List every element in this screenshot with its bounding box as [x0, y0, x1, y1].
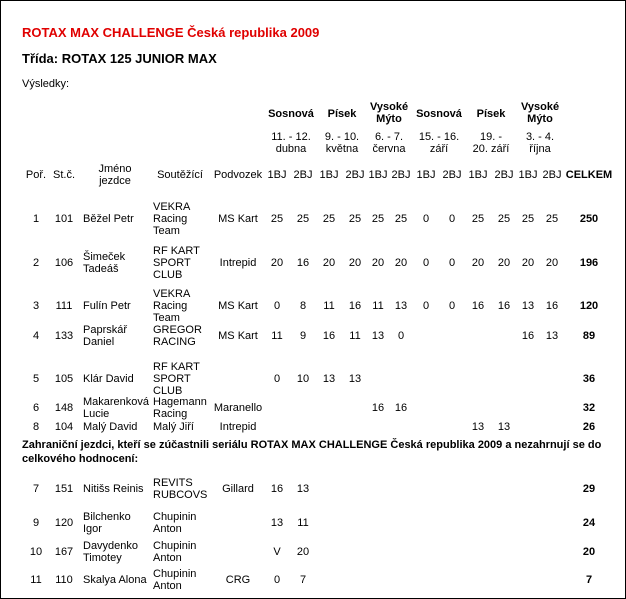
score-cell: 11: [297, 517, 309, 529]
venue-date: 6. - 7. června: [372, 131, 406, 155]
total-cell: 36: [582, 373, 596, 385]
score-cell: 0: [273, 300, 281, 312]
position-cell: 11: [30, 574, 42, 586]
total-cell: 196: [579, 257, 599, 269]
team-cell: GREGOR RACING: [153, 324, 202, 348]
header-driver-name: Jméno jezdce: [98, 163, 132, 187]
start-number-cell: 133: [54, 330, 74, 342]
score-cell: 16: [545, 300, 559, 312]
total-cell: 250: [579, 213, 599, 225]
score-cell: 0: [448, 300, 456, 312]
header-team: Soutěžící: [157, 169, 203, 181]
team-cell: Chupinin Anton: [153, 568, 197, 592]
score-cell: 25: [348, 213, 362, 225]
chassis-cell: Intrepid: [219, 257, 257, 269]
total-cell: 32: [582, 402, 596, 414]
header-heat: 1BJ: [319, 169, 339, 181]
team-cell: VEKRA Racing Team: [153, 288, 191, 324]
position-cell: 9: [32, 517, 40, 529]
score-cell: 25: [471, 213, 485, 225]
driver-name-cell: Skalya Alona: [83, 574, 147, 586]
score-cell: 13: [497, 421, 511, 433]
score-cell: 16: [521, 330, 535, 342]
score-cell: 20: [521, 257, 535, 269]
score-cell: 25: [322, 213, 336, 225]
venue-date: 11. - 12. dubna: [271, 131, 311, 155]
driver-name-cell: Fulín Petr: [83, 300, 131, 312]
total-cell: 7: [585, 574, 593, 586]
header-heat: 1BJ: [468, 169, 488, 181]
venue-name: Vysoké Mýto: [520, 101, 560, 125]
score-cell: 20: [497, 257, 511, 269]
header-heat: 2BJ: [391, 169, 411, 181]
score-cell: 16: [371, 402, 385, 414]
score-cell: 25: [497, 213, 511, 225]
score-cell: 25: [521, 213, 535, 225]
team-cell: RF KART SPORT CLUB: [153, 245, 200, 281]
score-cell: 20: [322, 257, 336, 269]
chassis-cell: Gillard: [222, 483, 254, 495]
header-heat: 2BJ: [542, 169, 562, 181]
header-heat: 2BJ: [345, 169, 365, 181]
score-cell: 13: [394, 300, 408, 312]
score-cell: 0: [273, 373, 281, 385]
chassis-cell: MS Kart: [218, 330, 258, 342]
page-title: ROTAX MAX CHALLENGE Česká republika 2009: [22, 25, 320, 40]
header-heat: 2BJ: [442, 169, 462, 181]
score-cell: 0: [273, 574, 281, 586]
score-cell: 16: [471, 300, 485, 312]
position-cell: 7: [32, 483, 40, 495]
score-cell: 13: [371, 330, 385, 342]
start-number-cell: 110: [55, 574, 73, 586]
score-cell: 7: [299, 574, 307, 586]
start-number-cell: 148: [54, 402, 74, 414]
score-cell: 11: [323, 300, 335, 312]
team-cell: RF KART SPORT CLUB: [153, 361, 200, 397]
score-cell: 20: [348, 257, 362, 269]
start-number-cell: 104: [54, 421, 74, 433]
position-cell: 5: [32, 373, 40, 385]
foreign-drivers-note: Zahraniční jezdci, kteří se zúčastnili seriálu ROTAX MAX CHALLENGE Česká republika 2009 a nezahrnují se do celkového hodnocení:: [22, 439, 602, 465]
driver-name-cell: Šimeček Tadeáš: [83, 251, 126, 275]
total-cell: 89: [582, 330, 596, 342]
header-position: Poř.: [25, 169, 47, 181]
score-cell: 8: [299, 300, 307, 312]
driver-name-cell: Bilchenko Igor: [83, 511, 131, 535]
start-number-cell: 120: [54, 517, 74, 529]
start-number-cell: 105: [54, 373, 74, 385]
score-cell: 0: [422, 300, 430, 312]
position-cell: 6: [32, 402, 40, 414]
header-heat: 2BJ: [494, 169, 514, 181]
score-cell: 9: [299, 330, 307, 342]
venue-name: Písek: [327, 108, 357, 120]
score-cell: 13: [545, 330, 559, 342]
venue-date: 9. - 10. května: [324, 131, 360, 155]
score-cell: 0: [448, 213, 456, 225]
position-cell: 8: [32, 421, 40, 433]
score-cell: 16: [296, 257, 310, 269]
driver-name-cell: Nitišs Reinis: [83, 483, 144, 495]
chassis-cell: MS Kart: [218, 300, 258, 312]
position-cell: 2: [32, 257, 40, 269]
score-cell: 11: [349, 330, 361, 342]
driver-name-cell: Běžel Petr: [83, 213, 134, 225]
venue-name: Sosnová: [268, 108, 314, 120]
score-cell: 13: [322, 373, 336, 385]
class-label: Třída: ROTAX 125 JUNIOR MAX: [22, 51, 217, 66]
chassis-cell: MS Kart: [218, 213, 258, 225]
start-number-cell: 106: [54, 257, 74, 269]
total-cell: 20: [582, 546, 596, 558]
score-cell: 0: [422, 213, 430, 225]
total-cell: 120: [579, 300, 599, 312]
header-heat: 2BJ: [293, 169, 313, 181]
driver-name-cell: Klár David: [83, 373, 134, 385]
driver-name-cell: Davydenko Timotey: [83, 540, 139, 564]
venue-date: 15. - 16. září: [418, 131, 460, 155]
header-heat: 1BJ: [518, 169, 538, 181]
score-cell: 16: [394, 402, 408, 414]
team-cell: REVITS RUBCOVS: [153, 477, 208, 501]
position-cell: 1: [32, 213, 40, 225]
team-cell: Hagemann Racing: [153, 396, 207, 420]
venue-name: Vysoké Mýto: [369, 101, 409, 125]
chassis-cell: Intrepid: [219, 421, 257, 433]
score-cell: 25: [270, 213, 284, 225]
team-cell: Malý Jiří: [153, 421, 194, 433]
score-cell: 20: [270, 257, 284, 269]
driver-name-cell: Makarenková Lucie: [83, 396, 150, 420]
header-heat: 1BJ: [267, 169, 287, 181]
score-cell: 20: [296, 546, 310, 558]
total-cell: 29: [582, 483, 596, 495]
score-cell: 11: [271, 330, 283, 342]
score-cell: V: [273, 546, 281, 558]
score-cell: 0: [397, 330, 405, 342]
start-number-cell: 151: [54, 483, 74, 495]
team-cell: Chupinin Anton: [153, 511, 197, 535]
start-number-cell: 111: [55, 300, 73, 312]
score-cell: 16: [348, 300, 362, 312]
score-cell: 13: [348, 373, 362, 385]
score-cell: 20: [545, 257, 559, 269]
venue-name: Písek: [476, 108, 506, 120]
header-start-number: St.č.: [52, 169, 76, 181]
score-cell: 20: [471, 257, 485, 269]
venue-name: Sosnová: [416, 108, 462, 120]
score-cell: 13: [270, 517, 284, 529]
total-cell: 24: [582, 517, 596, 529]
team-cell: VEKRA Racing Team: [153, 201, 191, 237]
position-cell: 4: [32, 330, 40, 342]
start-number-cell: 167: [54, 546, 74, 558]
score-cell: 25: [296, 213, 310, 225]
position-cell: 3: [32, 300, 40, 312]
score-cell: 11: [372, 300, 384, 312]
results-label: Výsledky:: [22, 78, 70, 90]
header-chassis: Podvozek: [213, 169, 263, 181]
score-cell: 16: [322, 330, 336, 342]
score-cell: 16: [270, 483, 284, 495]
score-cell: 20: [371, 257, 385, 269]
total-cell: 26: [582, 421, 596, 433]
score-cell: 25: [371, 213, 385, 225]
score-cell: 0: [422, 257, 430, 269]
score-cell: 13: [471, 421, 485, 433]
header-total: CELKEM: [565, 169, 613, 181]
venue-date: 19. - 20. září: [472, 131, 510, 155]
score-cell: 0: [448, 257, 456, 269]
header-heat: 1BJ: [368, 169, 388, 181]
score-cell: 20: [394, 257, 408, 269]
venue-date: 3. - 4. října: [525, 131, 555, 155]
chassis-cell: CRG: [225, 574, 251, 586]
driver-name-cell: Malý David: [83, 421, 138, 433]
score-cell: 25: [545, 213, 559, 225]
chassis-cell: Maranello: [213, 402, 263, 414]
score-cell: 10: [296, 373, 310, 385]
header-heat: 1BJ: [416, 169, 436, 181]
score-cell: 13: [296, 483, 310, 495]
start-number-cell: 101: [54, 213, 74, 225]
position-cell: 10: [29, 546, 43, 558]
score-cell: 13: [521, 300, 535, 312]
team-cell: Chupinin Anton: [153, 540, 197, 564]
score-cell: 16: [497, 300, 511, 312]
driver-name-cell: Paprskář Daniel: [83, 324, 128, 348]
score-cell: 25: [394, 213, 408, 225]
